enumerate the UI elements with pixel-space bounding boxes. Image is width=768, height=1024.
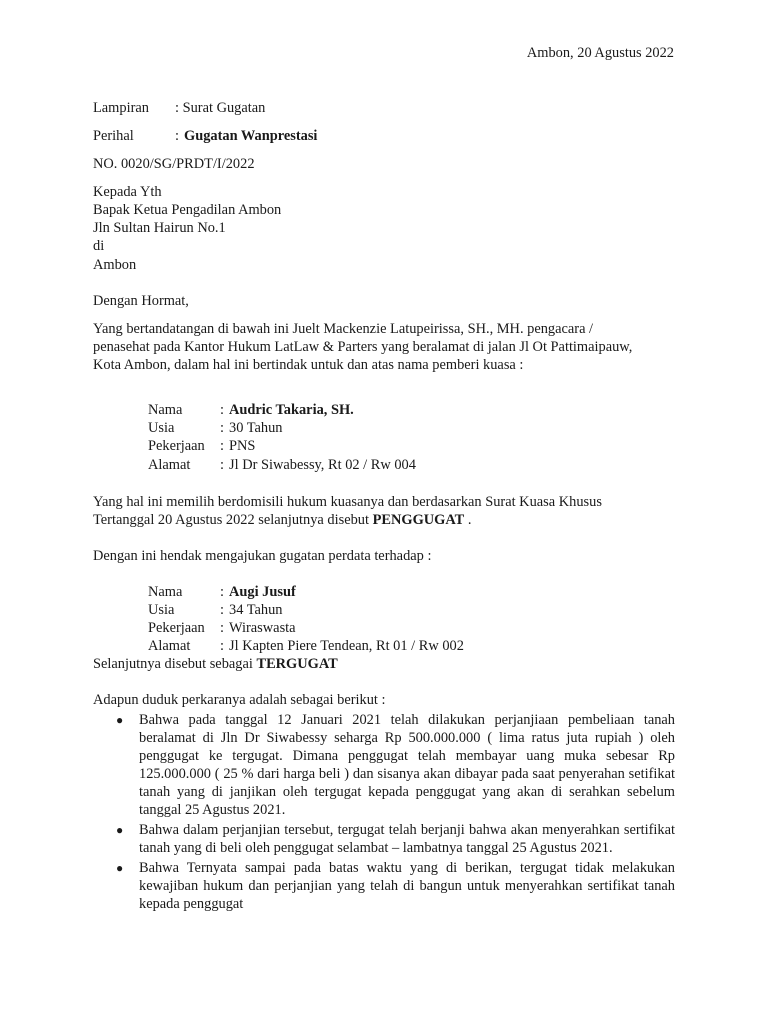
tergugat-term: TERGUGAT	[256, 656, 338, 672]
plaintiff-age: 30 Tahun	[229, 420, 283, 436]
list-item	[95, 859, 675, 913]
plaintiff-name: Audric Takaria, SH.	[229, 402, 354, 418]
case-intro: Adapun duduk perkaranya adalah sebagai berikut :	[93, 692, 386, 708]
domicile-period: .	[467, 512, 472, 528]
domicile-line: Yang hal ini memilih berdomisili hukum kuasanya dan berdasarkan Surat Kuasa Khusus	[93, 494, 602, 510]
field-colon: :	[220, 602, 224, 618]
lampiran-value: : Surat Gugatan	[175, 100, 266, 116]
salutation: Dengan Hormat,	[93, 293, 189, 309]
bullet-dot-icon: ●	[116, 823, 124, 837]
bullet-dot-icon: ●	[116, 713, 124, 727]
domicile-text: Tertanggal 20 Agustus 2022 selanjutnya disebut	[93, 512, 369, 528]
case-point-text: Bahwa pada tanggal 12 Januari 2021 telah dilakukan perjanjiaan pembeliaan tanah beralamat di Jln Dr Siwabessy seharga Rp 500.000.000 ( lima ratus juta rupiah ) oleh penggugat ke tergugat. Dimana penggugat telah membayar uang muka sebesar Rp 125.000.000 ( 25 % dari harga beli ) dan sisanya akan dibayar pada saat penyerahan setifikat tanah yang di janjikan oleh tergugat kepada penggugat yang akan di serahkan sebelum tanggal 25 Agustus 2021.	[139, 712, 675, 818]
field-colon: :	[220, 402, 224, 418]
letter-date: Ambon, 20 Agustus 2022	[526, 45, 674, 61]
recipient-line: Kepada Yth	[93, 184, 162, 200]
perihal-colon: :	[175, 128, 179, 144]
field-colon: :	[220, 438, 224, 454]
defendant-address: Jl Kapten Piere Tendean, Rt 01 / Rw 002	[229, 638, 464, 654]
field-label: Alamat	[148, 457, 191, 473]
field-label: Usia	[148, 420, 175, 436]
field-label: Pekerjaan	[148, 438, 205, 454]
letter-number: NO. 0020/SG/PRDT/I/2022	[93, 156, 255, 172]
bullet-dot-icon: ●	[116, 861, 124, 875]
perihal-label: Perihal	[93, 128, 134, 144]
plaintiff-address: Jl Dr Siwabessy, Rt 02 / Rw 004	[229, 457, 416, 473]
field-colon: :	[220, 457, 224, 473]
list-item	[95, 821, 675, 857]
intro-line: Kota Ambon, dalam hal ini bertindak untuk dan atas nama pemberi kuasa :	[93, 357, 524, 373]
case-point-text: Bahwa Ternyata sampai pada batas waktu yang di berikan, tergugat tidak melakukan kewajiban hukum dan perjanjian yang telah di bangun untuk menyerahkan sertifikat tanah kepada penggugat	[139, 860, 675, 912]
case-points-list	[95, 711, 675, 915]
intro-line: penasehat pada Kantor Hukum LatLaw & Parters yang beralamat di jalan Jl Ot Pattimaipauw,	[93, 339, 633, 355]
field-colon: :	[220, 420, 224, 436]
list-item	[95, 711, 675, 819]
plaintiff-job: PNS	[229, 438, 256, 454]
called-text: Selanjutnya disebut sebagai	[93, 656, 253, 672]
recipient-line: Ambon	[93, 257, 137, 273]
perihal-value: Gugatan Wanprestasi	[184, 128, 318, 144]
defendant-called-line	[93, 655, 338, 673]
recipient-line: Bapak Ketua Pengadilan Ambon	[93, 202, 282, 218]
defendant-job: Wiraswasta	[229, 620, 296, 636]
field-label: Pekerjaan	[148, 620, 205, 636]
field-colon: :	[220, 584, 224, 600]
defendant-age: 34 Tahun	[229, 602, 283, 618]
defendant-name: Augi Jusuf	[229, 584, 296, 600]
recipient-line: Jln Sultan Hairun No.1	[93, 220, 226, 236]
recipient-line: di	[93, 238, 105, 254]
lampiran-label: Lampiran	[93, 100, 149, 116]
against-line: Dengan ini hendak mengajukan gugatan perdata terhadap :	[93, 548, 432, 564]
field-colon: :	[220, 620, 224, 636]
field-colon: :	[220, 638, 224, 654]
field-label: Usia	[148, 602, 175, 618]
intro-line: Yang bertandatangan di bawah ini Juelt Mackenzie Latupeirissa, SH., MH. pengacara /	[93, 321, 594, 337]
domicile-line	[93, 511, 472, 529]
field-label: Alamat	[148, 638, 191, 654]
penggugat-term: PENGGUGAT	[372, 512, 465, 528]
field-label: Nama	[148, 584, 183, 600]
field-label: Nama	[148, 402, 183, 418]
case-point-text: Bahwa dalam perjanjian tersebut, tergugat telah berjanji bahwa akan menyerahkan sertifikat tanah yang di beli oleh penggugat selambat – lambatnya tanggal 25 Agustus 2021.	[139, 822, 675, 856]
